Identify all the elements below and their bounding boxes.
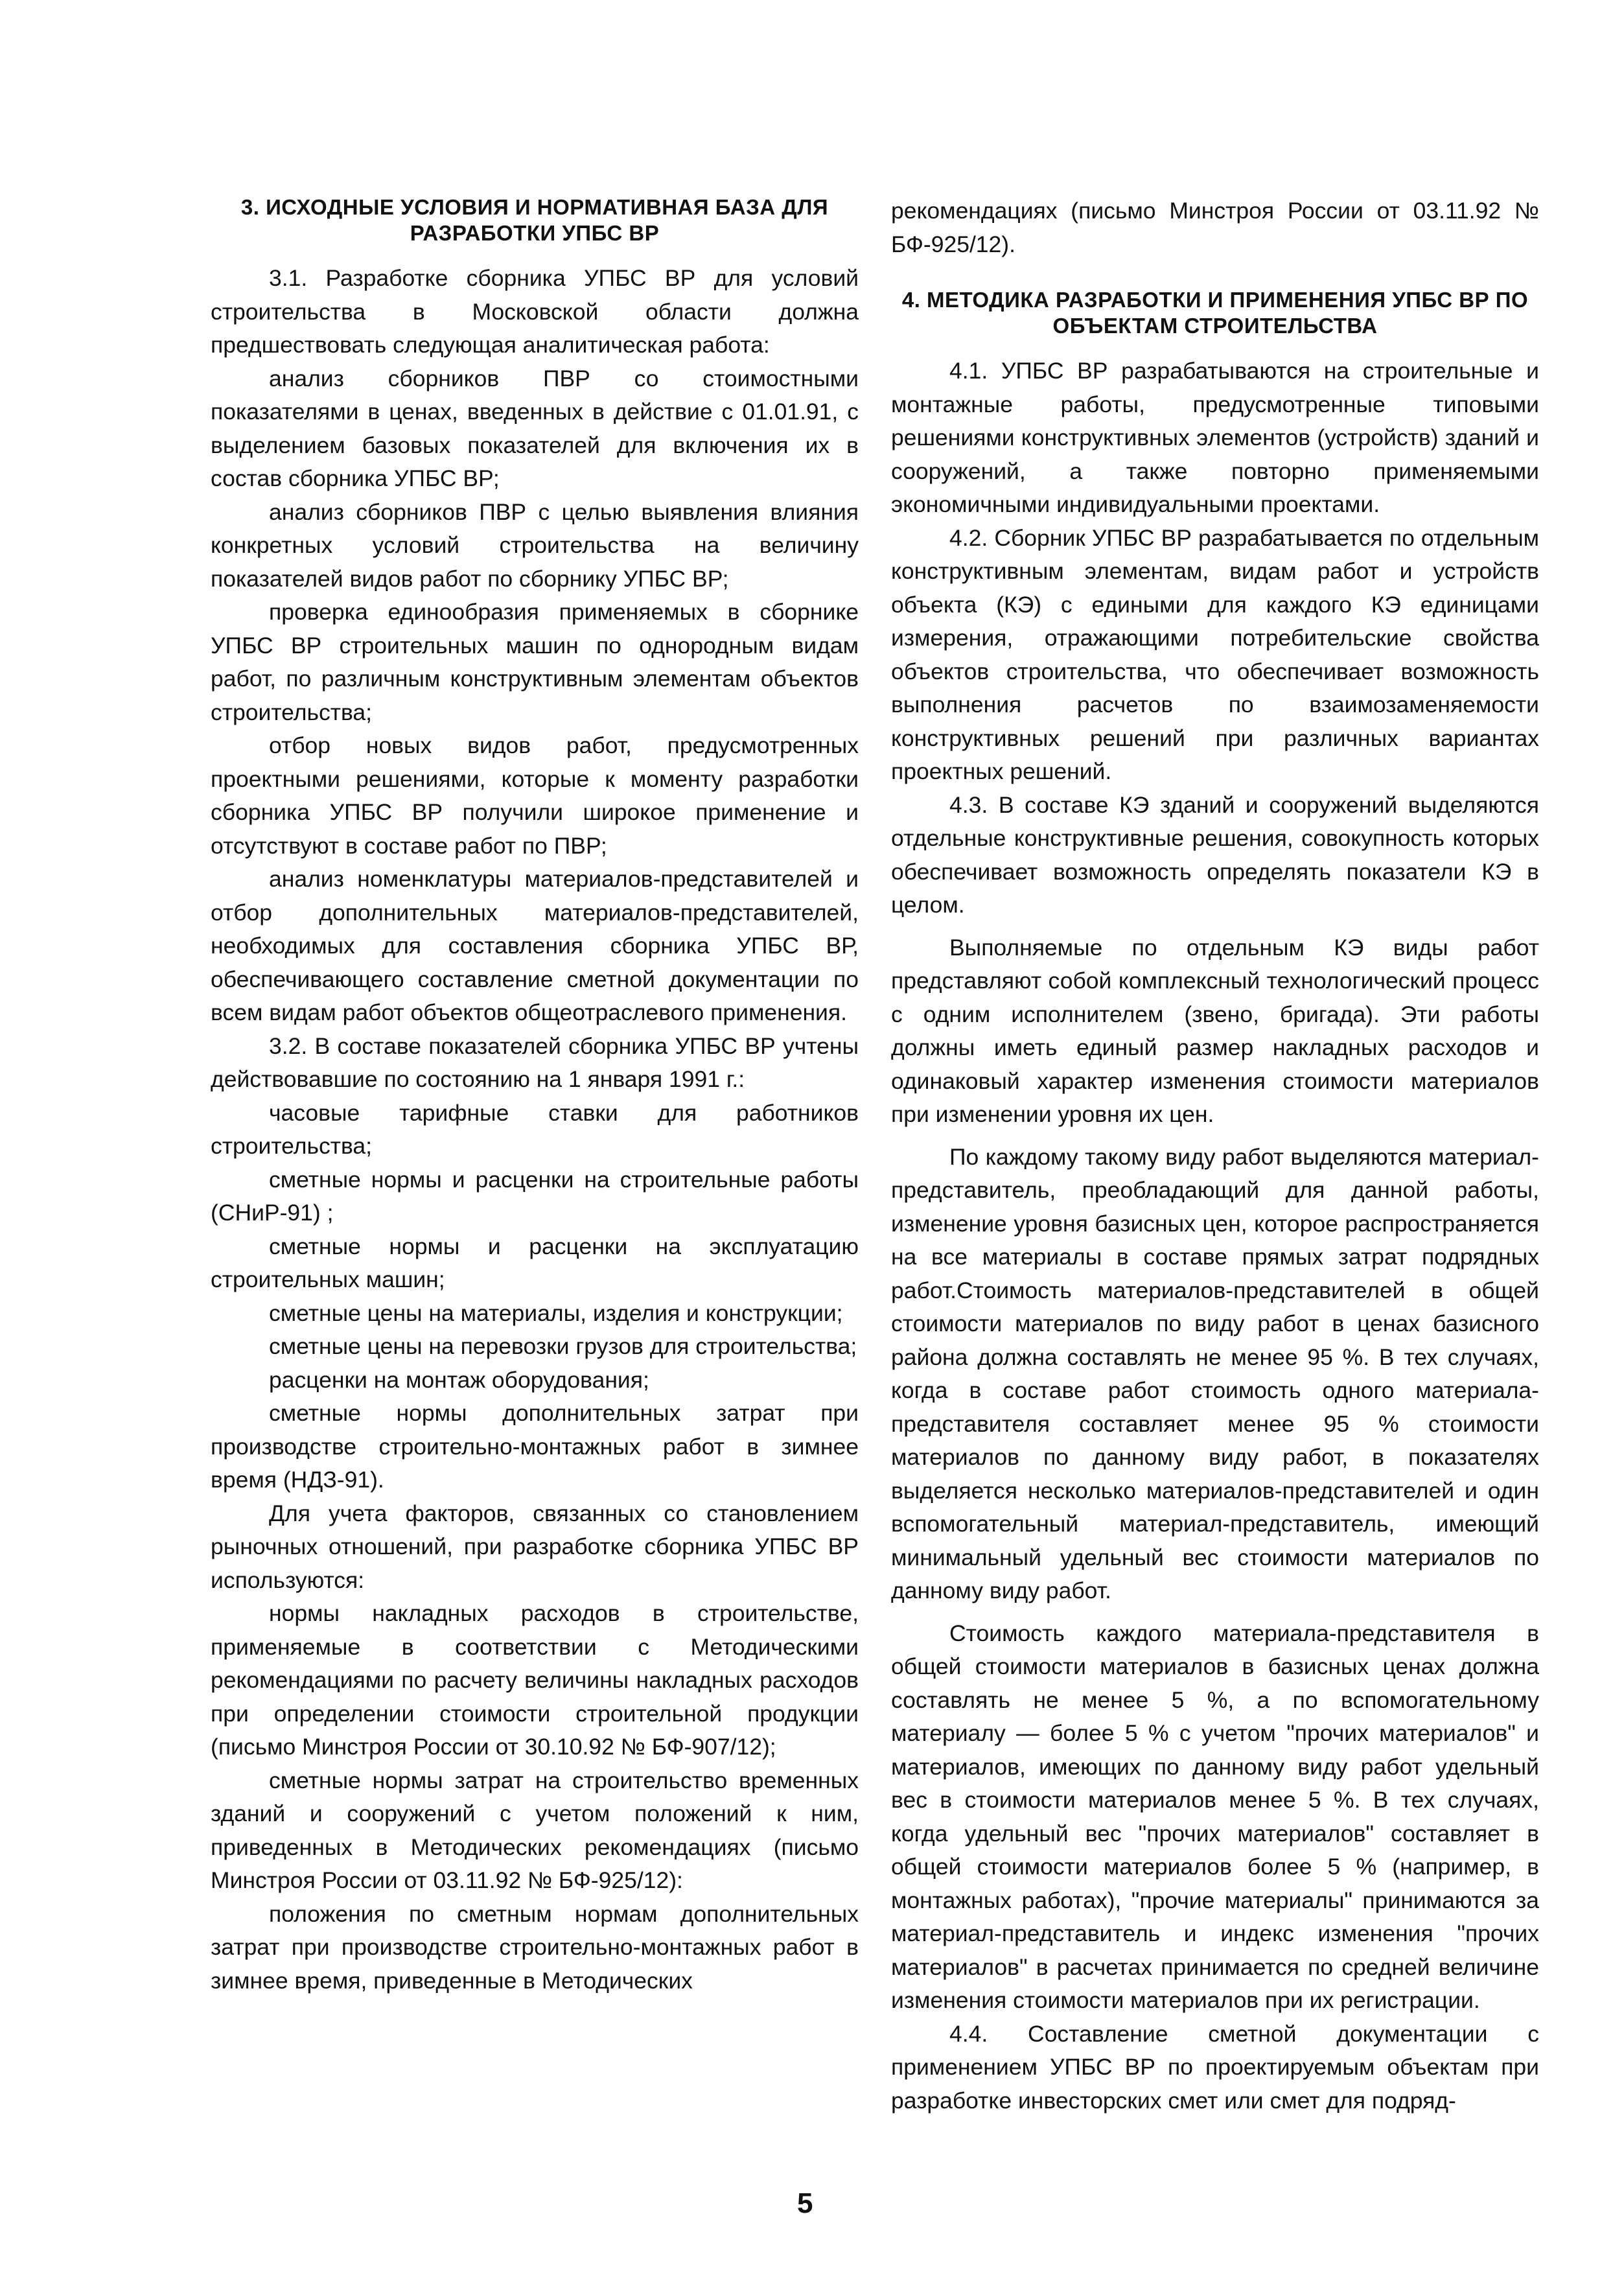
section-3-heading: 3. ИСХОДНЫЕ УСЛОВИЯ И НОРМАТИВНАЯ БАЗА ДЛЯ РАЗРАБОТКИ УПБС ВР bbox=[240, 195, 829, 245]
list-item: сметные нормы затрат на строительство временных зданий и сооружений с учетом положений к ним, приведенных в Методических рекомендациях (письмо Минстроя России от 03.11.92 № БФ-925/12): bbox=[211, 1767, 859, 1893]
paragraph-market-factors: Для учета факторов, связанных со становлением рыночных отношений, при разработке сборника УПБС ВР используются: bbox=[211, 1500, 859, 1593]
list-item: анализ сборников ПВР со стоимостными показателями в ценах, введенных в действие с 01.01.91, с выделением базовых показателей для включения их в состав сборника УПБС ВР; bbox=[211, 365, 859, 491]
list-item: анализ сборников ПВР с целью выявления влияния конкретных условий строительства на величину показателей видов работ по сборнику УПБС ВР; bbox=[211, 498, 859, 592]
list-item: положения по сметным нормам дополнительных затрат при производстве строительно-монтажных работ в зимнее время, приведенные в Методических bbox=[211, 1900, 859, 1994]
list-item: сметные цены на материалы, изделия и конструкции; bbox=[269, 1299, 843, 1326]
left-column bbox=[211, 194, 859, 1998]
list-item: нормы накладных расходов в строительстве, применяемые в соответствии с Методическими рекомендациями по расчету величины накладных расходов при определении стоимости строительной продукции (письмо Минстроя России от 30.10.92 № БФ-907/12); bbox=[211, 1600, 859, 1760]
paragraph-4-3: 4.3. В составе КЭ зданий и сооружений выделяются отдельные конструктивные решения, совокупность которых обеспечивает возможность определять показатели КЭ в целом. bbox=[891, 791, 1539, 918]
paragraph-4-2: 4.2. Сборник УПБС ВР разрабатывается по отдельным конструктивным элементам, видам работ и устройств объекта (КЭ) с едиными для каждого КЭ единицами измерения, отражающими потребительские свойства объектов строительства, что обеспечивает возможность выполнения расчетов по взаимозаменяемости конструктивных решений при различных вариантах проектных решений. bbox=[891, 524, 1539, 784]
list-item: сметные нормы и расценки на эксплуатацию строительных машин; bbox=[211, 1233, 859, 1292]
section-4-heading: 4. МЕТОДИКА РАЗРАБОТКИ И ПРИМЕНЕНИЯ УПБС ВР ПО ОБЪЕКТАМ СТРОИТЕЛЬСТВА bbox=[901, 288, 1529, 338]
right-column bbox=[891, 194, 1539, 2117]
paragraph-work-types: Выполняемые по отдельным КЭ виды работ представляют собой комплексный технологический процесс с одним исполнителем (звено, бригада). Эти работы должны иметь единый размер накладных расходов и одинаковый характер изменения стоимости материалов при изменении уровня их цен. bbox=[891, 934, 1539, 1127]
list-item: проверка единообразия применяемых в сборнике УПБС ВР строительных машин по однородным видам работ, по различным конструктивным элементам объектов строительства; bbox=[211, 599, 859, 725]
list-item: сметные нормы дополнительных затрат при производстве строительно-монтажных работ в зимнее время (НДЗ-91). bbox=[211, 1400, 859, 1493]
list-item: отбор новых видов работ, предусмотренных проектными решениями, которые к моменту разработки сборника УПБС ВР получили широкое применение и отсутствуют в составе работ по ПВР; bbox=[211, 732, 859, 859]
list-item: сметные цены на перевозки грузов для строительства; bbox=[269, 1333, 857, 1359]
paragraph-3-1: 3.1. Разработке сборника УПБС ВР для условий строительства в Московской области должна предшествовать следующая аналитическая работа: bbox=[211, 265, 859, 358]
list-item: расценки на монтаж оборудования; bbox=[269, 1366, 649, 1393]
list-item: сметные нормы и расценки на строительные работы (СНиР-91) ; bbox=[211, 1166, 859, 1226]
paragraph-material-representative: По каждому такому виду работ выделяются материал-представитель, преобладающий для данной работы, изменение уровня базисных цен, которое распространяется на все материалы в составе прямых затрат подрядных работ.Стоимость материалов-представителей в общей стоимости материалов по виду работ в ценах базисного района должна составлять не менее 95 %. В тех случаях, когда в составе работ стоимость одного материала-представителя составляет менее 95 % стоимости материалов по данному виду работ, в показателях выделяется несколько материалов-представителей и один вспомогательный материал-представитель, имеющий минимальный удельный вес стоимости материалов по данному виду работ. bbox=[891, 1143, 1539, 1603]
page-number: 5 bbox=[797, 2187, 813, 2219]
list-item: анализ номенклатуры материалов-представителей и отбор дополнительных материалов-представителей, необходимых для составления сборника УПБС ВР, обеспечивающего составление сметной документации по всем видам работ объектов общеотраслевого применения. bbox=[211, 866, 859, 1025]
continuation-text: рекомендациях (письмо Минстроя России от 03.11.92 № БФ-925/12). bbox=[891, 198, 1539, 257]
paragraph-material-cost: Стоимость каждого материала-представителя в общей стоимости материалов в базисных ценах должна составлять не менее 5 %, а по вспомогательному материалу — более 5 % с учетом "прочих материалов" и материалов, имеющих по данному виду работ удельный вес в стоимости материалов менее 5 %. В тех случаях, когда удельный вес "прочих материалов" составляет в общей стоимости материалов более 5 % (например, в монтажных работах), "прочие материалы" принимаются за материал-представитель и индекс изменения "прочих материалов" в расчетах принимается по средней величине изменения стоимости материалов при их регистрации. bbox=[891, 1620, 1539, 2013]
paragraph-4-4: 4.4. Составление сметной документации с применением УПБС ВР по проектируемым объектам при разработке инвесторских смет или смет для подряд- bbox=[891, 2020, 1539, 2114]
paragraph-4-1: 4.1. УПБС ВР разрабатываются на строительные и монтажные работы, предусмотренные типовыми решениями конструктивных элементов (устройств) зданий и сооружений, а также повторно применяемыми экономичными индивидуальными проектами. bbox=[891, 358, 1539, 517]
list-item: часовые тарифные ставки для работников строительства; bbox=[211, 1099, 859, 1159]
paragraph-3-2: 3.2. В составе показателей сборника УПБС ВР учтены действовавшие по состоянию на 1 января 1991 г.: bbox=[211, 1032, 859, 1092]
